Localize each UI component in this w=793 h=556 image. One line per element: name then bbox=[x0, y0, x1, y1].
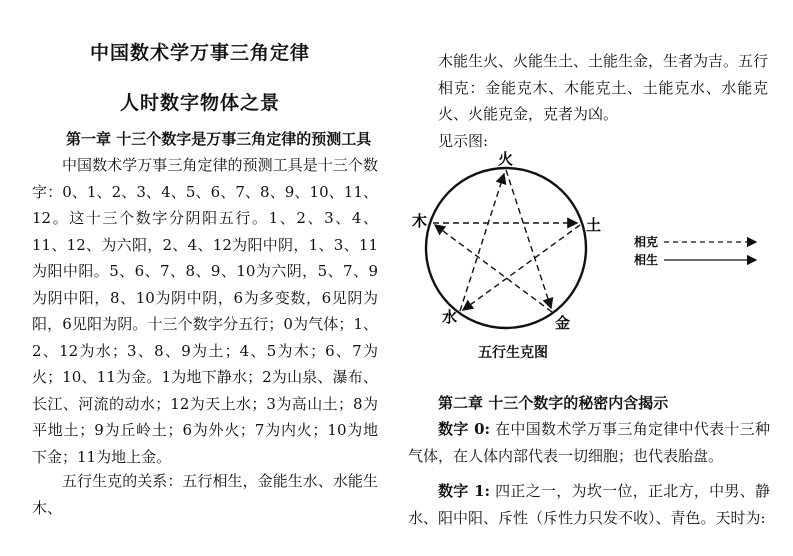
five-elements-paragraph-start: 五行生克的关系：五行相生，金能生水、水能生木、 bbox=[32, 472, 378, 517]
number-0-text: 在中国数术学万事三角定律中代表十三种气体，在人体内部代表一切细胞；也代表胎盘。 bbox=[408, 420, 770, 465]
restrain-arrow-fire-metal bbox=[506, 170, 551, 308]
element-metal: 金 bbox=[555, 314, 571, 332]
restrain-arrow-earth-water bbox=[463, 225, 580, 310]
chapter-1-paragraph: 中国数术学万事三角定律的预测工具是十三个数字：0、1、2、3、4、5、6、7、8、9、10、11、12。这十三个数字分阴阳五行。1、2、3、4、11、12、为六阳，2、4、12为阳中阴，1、3、11为阳中阳。5、6、7、8、9、10为六阴，5、7、9为阴中阳，8、10为阴中阴，6为多变数，6见阴为阳，6见阳为阴。十三个数字分五行；0为气体；1、2、12为水；3、8、9为土；4、5为木；6、7为火；10、11为金。1为地下静水；2为山泉、瀑布、长江、河流的动水；12为天上水；3为高山土；8为平地土；9为丘岭土；6为外火；7为内火；10为地下金；11为地上金。 bbox=[32, 156, 378, 466]
legend-generate-label: 相生 bbox=[634, 253, 659, 267]
see-diagram-label: 见示图: bbox=[438, 132, 489, 150]
diagram-caption: 五行生克图 bbox=[478, 345, 548, 361]
chapter-2-heading: 第二章 十三个数字的秘密内含揭示 bbox=[438, 394, 669, 412]
number-0-label: 数字 0: bbox=[438, 420, 491, 438]
element-earth: 土 bbox=[586, 216, 602, 234]
restrain-arrow-metal-wood bbox=[435, 225, 552, 312]
generation-cycle-circle bbox=[426, 168, 586, 328]
five-elements-diagram bbox=[400, 150, 793, 370]
element-wood: 木 bbox=[412, 212, 428, 230]
number-0-paragraph bbox=[408, 416, 770, 469]
five-elements-paragraph-cont: 木能生火、火能生土、土能生金，生者为吉。五行相克：金能克木、木能克土、土能克水、水能克火、火能克金，克者为凶。 bbox=[438, 52, 769, 123]
restrain-arrow-water-fire bbox=[460, 174, 504, 311]
number-1-text: 四正之一，为坎一位，正北方，中男、静水、阳中阳、斥性（斥性力只发不收）、青色。天时为: bbox=[408, 482, 770, 527]
element-fire: 火 bbox=[498, 150, 514, 168]
chapter-1-heading: 第一章 十三个数字是万事三角定律的预测工具 bbox=[66, 130, 372, 148]
number-1-label: 数字 1: bbox=[438, 482, 491, 500]
document-title: 中国数术学万事三角定律 bbox=[89, 42, 310, 64]
legend-restrain-label: 相克 bbox=[634, 235, 659, 249]
document-subtitle: 人时数字物体之景 bbox=[119, 92, 280, 114]
element-water: 水 bbox=[442, 308, 458, 326]
number-1-paragraph bbox=[408, 478, 770, 531]
